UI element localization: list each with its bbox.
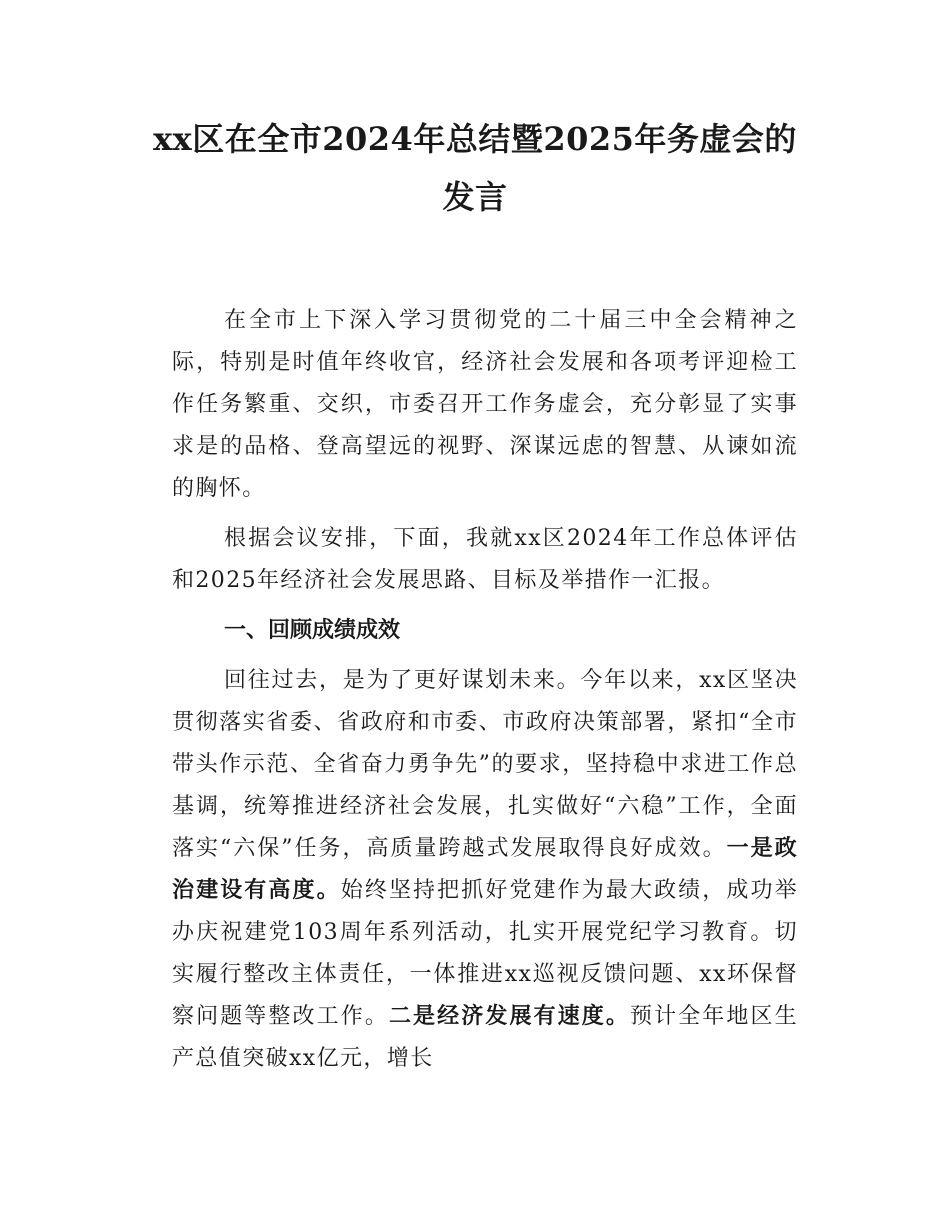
page-title [120, 110, 830, 226]
section-heading: 一、回顾成绩成效 [224, 618, 401, 643]
paragraph-intro: 在全市上下深入学习贯彻党的二十届三中全会精神之际，特别是时值年终收官，经济社会发展和各项考评迎检工作任务繁重、交织，市委召开工作务虚会，充分彰显了实事求是的品格、登高望远的视野、深谋远虑的智慧、从谏如流的胸怀。 [172, 308, 798, 501]
title-line-2: 发言 [442, 178, 508, 216]
paragraph-agenda: 根据会议安排，下面，我就xx区2024年工作总体评估和2025年经济社会发展思路、目标及举措作一汇报。 [172, 526, 798, 593]
review-point-2: 二是经济发展有速度。 [388, 1004, 630, 1029]
document-body [172, 300, 798, 1088]
review-point-1: 一是政治建设有高度。 [172, 836, 798, 903]
title-line-1: xx区在全市2024年总结暨2025年务虚会的 [153, 120, 797, 158]
review-text-1: 回往过去，是为了更好谋划未来。今年以来，xx区坚决贯彻落实省委、省政府和市委、市政府决策部署，紧扣“全市带头作示范、全省奋力勇争先”的要求，坚持稳中求进工作总基调，统筹推进经济社会发展，扎实做好“六稳”工作，全面落实“六保”任务，高质量跨越式发展取得良好成效。 [172, 668, 798, 861]
paragraph-review [172, 660, 798, 1080]
review-text-3: 预计全年地区生产总值突破xx亿元，增长 [172, 1004, 798, 1071]
review-text-2: 始终坚持把抓好党建作为最大政绩，成功举办庆祝建党103周年系列活动，扎实开展党纪学习教育。切实履行整改主体责任，一体推进xx巡视反馈问题、xx环保督察问题等整改工作。 [172, 878, 798, 1029]
